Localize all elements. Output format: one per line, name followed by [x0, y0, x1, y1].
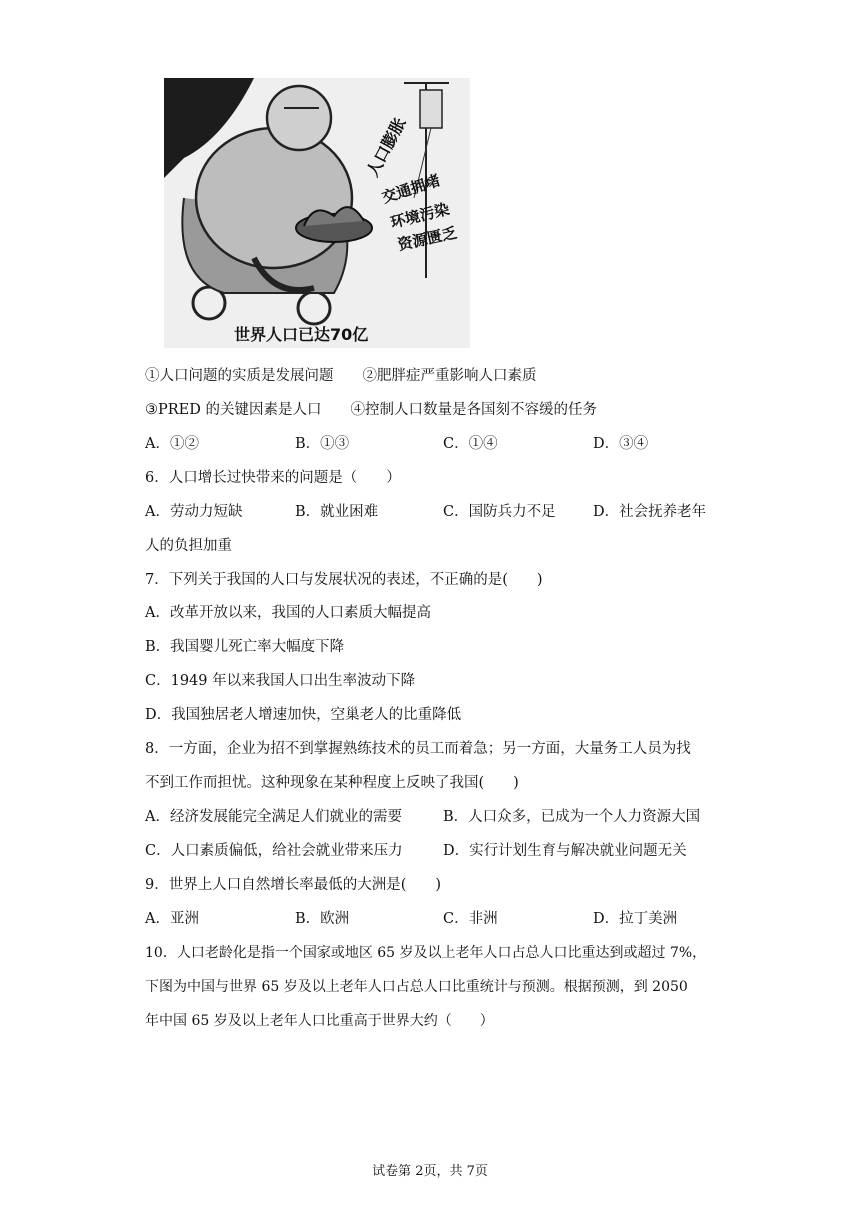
cartoon-drawing — [164, 78, 470, 348]
q7-option-d: D．我国独居老人增速加快，空巢老人的比重降低 — [145, 707, 462, 723]
q5-statements-line2: ③PRED 的关键因素是人口 ④控制人口数量是各国刻不容缓的任务 — [145, 402, 597, 418]
q8-option-d: D．实行计划生育与解决就业问题无关 — [443, 843, 687, 859]
page-footer: 试卷第 2页，共 7页 — [372, 1164, 488, 1179]
q7-stem: 7．下列关于我国的人口与发展状况的表述，不正确的是( ) — [145, 572, 543, 588]
q7-option-c: C．1949 年以来我国人口出生率波动下降 — [145, 673, 416, 689]
q10-stem-line3: 年中国 65 岁及以上老年人口比重高于世界大约（ ） — [145, 1013, 494, 1029]
q9-stem: 9．世界上人口自然增长率最低的大洲是( ) — [145, 877, 442, 893]
q6-option-c: C．国防兵力不足 — [443, 504, 556, 520]
q5-option-c: C．①④ — [443, 436, 498, 452]
cartoon-caption: 世界人口已达70亿 — [234, 325, 369, 344]
q8-option-c: C．人口素质偏低，给社会就业带来压力 — [145, 843, 403, 859]
q6-option-d: D．社会抚养老年 — [593, 504, 707, 520]
q6-option-b: B．就业困难 — [295, 504, 379, 520]
q9-option-c: C．非洲 — [443, 911, 498, 927]
cartoon-label-resources: 资源匮乏 — [396, 223, 459, 254]
q5-option-a: A．①② — [145, 436, 199, 452]
q10-stem-line1: 10．人口老龄化是指一个国家或地区 65 岁及以上老年人口占总人口比重达到或超过 7%， — [145, 945, 707, 961]
cartoon-label-population: 人口膨胀 — [362, 114, 410, 180]
q9-option-d: D．拉丁美洲 — [593, 911, 678, 927]
q6-option-a: A．劳动力短缺 — [145, 504, 243, 520]
cartoon-label-pollution: 环境污染 — [388, 199, 452, 232]
q6-stem: 6．人口增长过快带来的问题是（ ） — [145, 470, 401, 486]
q7-option-b: B．我国婴儿死亡率大幅度下降 — [145, 639, 345, 655]
q5-option-b: B．①③ — [295, 436, 350, 452]
q5-option-d: D．③④ — [593, 436, 649, 452]
cartoon-label-traffic: 交通拥堵 — [379, 171, 443, 207]
q9-option-b: B．欧洲 — [295, 911, 350, 927]
q8-stem-line2: 不到工作而担忧。这种现象在某种程度上反映了我国( ) — [145, 775, 519, 791]
q8-option-a: A．经济发展能完全满足人们就业的需要 — [145, 809, 402, 825]
q5-statements-line1: ①人口问题的实质是发展问题 ②肥胖症严重影响人口素质 — [145, 368, 537, 384]
q7-option-a: A．改革开放以来，我国的人口素质大幅提高 — [145, 605, 431, 621]
q9-option-a: A．亚洲 — [145, 911, 199, 927]
q6-option-d-continuation: 人的负担加重 — [145, 538, 232, 554]
cartoon-illustration — [164, 78, 470, 348]
q10-stem-line2: 下图为中国与世界 65 岁及以上老年人口占总人口比重统计与预测。根据预测，到 2050 — [145, 979, 688, 995]
q8-stem-line1: 8．一方面，企业为招不到掌握熟练技术的员工而着急；另一方面，大量务工人员为找 — [145, 741, 691, 757]
q8-option-b: B．人口众多，已成为一个人力资源大国 — [443, 809, 701, 825]
